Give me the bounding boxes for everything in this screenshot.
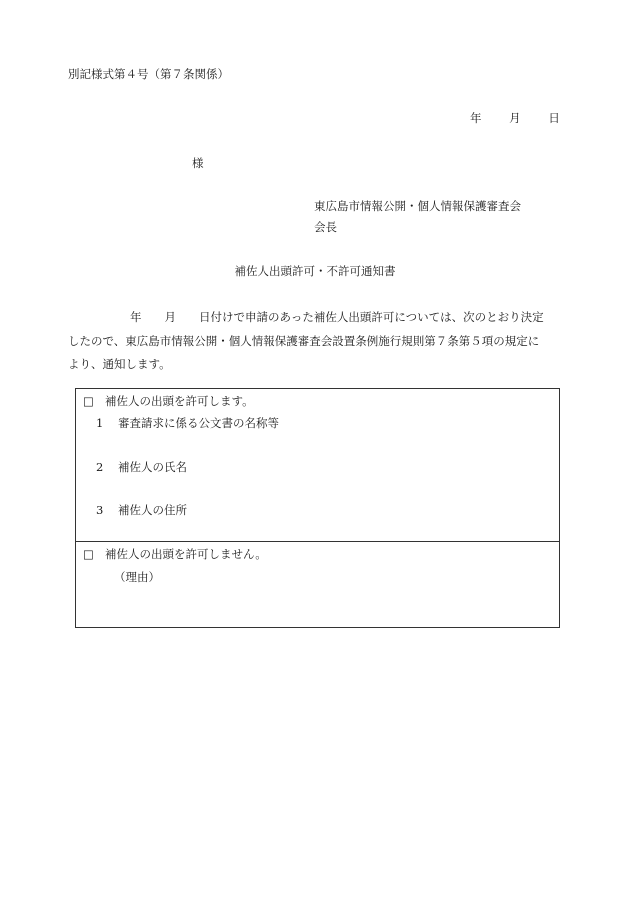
item-label: 補佐人の住所	[118, 503, 187, 517]
body-paragraph	[68, 306, 570, 377]
form-number: 別記様式第４号（第７条関係）	[68, 67, 229, 81]
body-line: したので、東広島市情報公開・個人情報保護審査会設置条例施行規則第７条第５項の規定に	[68, 333, 540, 348]
document-title: 補佐人出頭許可・不許可通知書	[234, 264, 396, 278]
body-line: より、通知します。	[68, 357, 171, 371]
item-number: 1	[96, 416, 104, 430]
date-day-label: 日	[548, 111, 560, 125]
addressee-honorific: 様	[192, 156, 204, 170]
list-item	[96, 459, 187, 475]
permit-label: 補佐人の出頭を許可します。	[105, 394, 254, 408]
checkbox-icon[interactable]: □	[83, 547, 94, 561]
box-divider	[76, 541, 559, 542]
permit-option[interactable]	[83, 393, 254, 409]
sender-title: 会長	[314, 220, 337, 234]
deny-option[interactable]	[83, 546, 267, 562]
item-number: 2	[96, 460, 104, 474]
sender-organization: 東広島市情報公開・個人情報保護審査会	[314, 199, 521, 213]
date-month-label: 月	[509, 111, 521, 125]
list-item	[96, 415, 279, 431]
body-line: 年 月 日付けで申請のあった補佐人出頭許可については、次のとおり決定	[130, 310, 544, 324]
checkbox-icon[interactable]: □	[83, 394, 94, 408]
deny-label: 補佐人の出頭を許可しません。	[105, 547, 267, 561]
item-label: 審査請求に係る公文書の名称等	[118, 416, 279, 430]
item-number: 3	[96, 503, 104, 517]
decision-box	[75, 388, 560, 628]
item-label: 補佐人の氏名	[118, 460, 187, 474]
list-item	[96, 502, 187, 518]
reason-label: （理由）	[114, 570, 160, 584]
date-line	[470, 110, 560, 126]
date-year-label: 年	[470, 111, 482, 125]
